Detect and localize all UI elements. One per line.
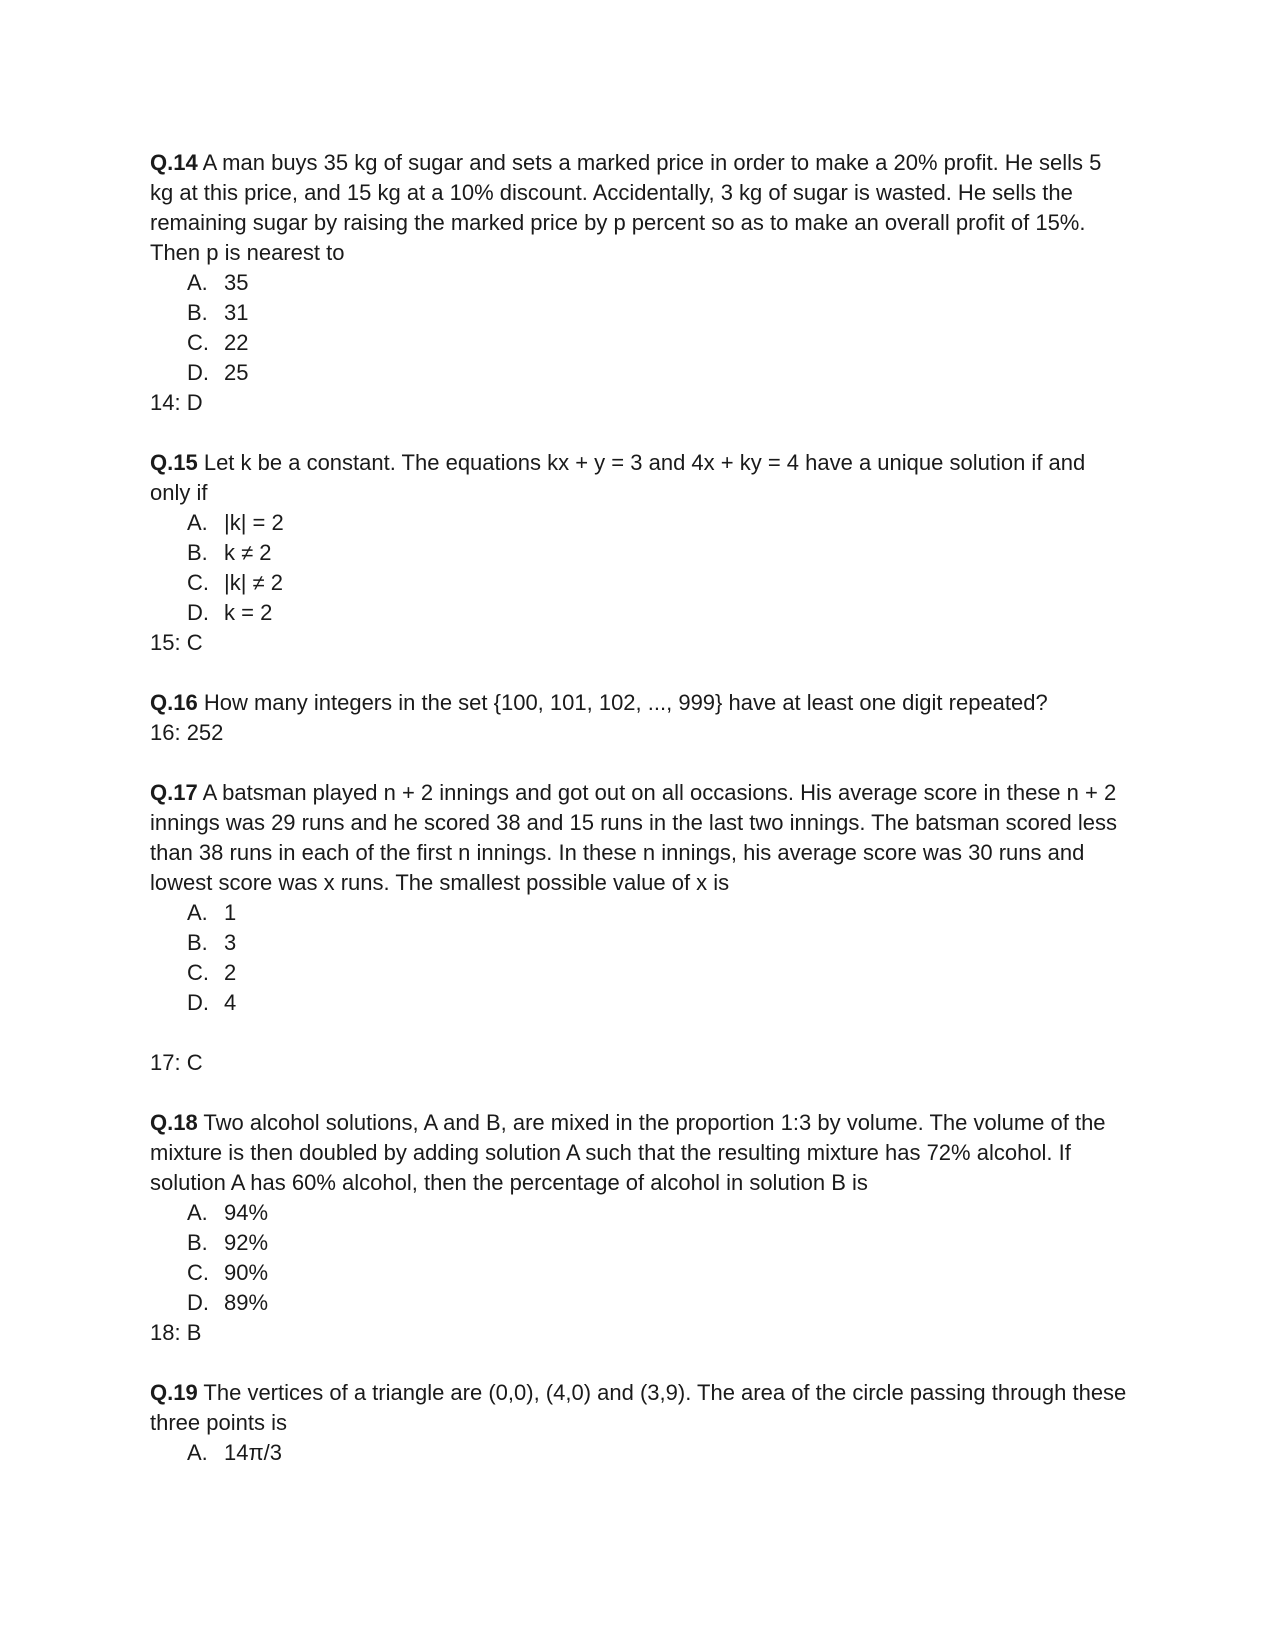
option-value: 14π/3 — [224, 1440, 282, 1465]
option-letter: A. — [187, 1440, 208, 1465]
option-letter: D. — [187, 360, 209, 385]
option-letter: A. — [187, 510, 208, 535]
option-a — [187, 1438, 1130, 1468]
option-b — [187, 1228, 1130, 1258]
question-number: Q.17 — [150, 780, 198, 805]
option-letter: B. — [187, 300, 208, 325]
spacer — [150, 748, 1130, 778]
option-a — [187, 508, 1130, 538]
option-value: 94% — [224, 1200, 269, 1225]
question-body: A man buys 35 kg of sugar and sets a marked price in order to make a 20% profit. He sells 5 kg at this price, and 15 kg at a 10% discount. Accidentally, 3 kg of sugar is wasted. He sells the remaining sugar by raising the marked price by p percent so as to make an overall profit of 15%. Then p is nearest to — [150, 150, 1102, 265]
option-value: 25 — [224, 360, 249, 385]
option-value: 4 — [224, 990, 237, 1015]
option-value: |k| = 2 — [224, 510, 284, 535]
question-body: The vertices of a triangle are (0,0), (4,0) and (3,9). The area of the circle passing through these three points is — [150, 1380, 1127, 1435]
question-number: Q.14 — [150, 150, 198, 175]
option-letter: B. — [187, 930, 208, 955]
option-value: 89% — [224, 1290, 269, 1315]
question-14 — [150, 148, 1130, 418]
option-value: k = 2 — [224, 600, 273, 625]
question-number: Q.18 — [150, 1110, 198, 1135]
option-d — [187, 598, 1130, 628]
option-b — [187, 928, 1130, 958]
question-body: How many integers in the set {100, 101, 102, ..., 999} have at least one digit repeated? — [203, 690, 1048, 715]
option-value: 90% — [224, 1260, 269, 1285]
option-a — [187, 268, 1130, 298]
option-a — [187, 1198, 1130, 1228]
option-letter: C. — [187, 960, 209, 985]
option-value: 31 — [224, 300, 249, 325]
option-letter: B. — [187, 1230, 208, 1255]
option-a — [187, 898, 1130, 928]
option-letter: C. — [187, 570, 209, 595]
option-letter: A. — [187, 900, 208, 925]
option-b — [187, 298, 1130, 328]
spacer — [150, 1348, 1130, 1378]
option-c — [187, 328, 1130, 358]
option-c — [187, 568, 1130, 598]
option-letter: C. — [187, 1260, 209, 1285]
question-text — [150, 448, 1130, 508]
question-16 — [150, 688, 1130, 748]
option-letter: D. — [187, 990, 209, 1015]
spacer — [150, 1018, 1130, 1048]
option-value: k ≠ 2 — [224, 540, 272, 565]
spacer — [150, 1078, 1130, 1108]
answer-key: 18: B — [150, 1320, 202, 1345]
question-text — [150, 1108, 1130, 1198]
options-list — [150, 268, 1130, 388]
option-value: 22 — [224, 330, 249, 355]
question-number: Q.16 — [150, 690, 198, 715]
question-18 — [150, 1108, 1130, 1348]
option-c — [187, 958, 1130, 988]
answer-key: 16: 252 — [150, 720, 224, 745]
question-number: Q.19 — [150, 1380, 198, 1405]
question-body: Let k be a constant. The equations kx + y = 3 and 4x + ky = 4 have a unique solution if and only if — [150, 450, 1086, 505]
option-value: 1 — [224, 900, 237, 925]
option-letter: D. — [187, 600, 209, 625]
option-d — [187, 1288, 1130, 1318]
answer-key: 17: C — [150, 1050, 203, 1075]
option-value: |k| ≠ 2 — [224, 570, 283, 595]
option-d — [187, 358, 1130, 388]
question-19 — [150, 1378, 1130, 1468]
options-list — [150, 1438, 1130, 1468]
question-number: Q.15 — [150, 450, 198, 475]
question-text — [150, 778, 1130, 898]
options-list — [150, 898, 1130, 1018]
option-value: 92% — [224, 1230, 269, 1255]
question-body: A batsman played n + 2 innings and got out on all occasions. His average score in these n + 2 innings was 29 runs and he scored 38 and 15 runs in the last two innings. The batsman scored less than 38 runs in each of the first n innings. In these n innings, his average score was 30 runs and lowest score was x runs. The smallest possible value of x is — [150, 780, 1117, 895]
options-list — [150, 508, 1130, 628]
option-letter: A. — [187, 1200, 208, 1225]
option-value: 35 — [224, 270, 249, 295]
answer-key: 14: D — [150, 390, 203, 415]
document-page — [150, 148, 1130, 1468]
option-d — [187, 988, 1130, 1018]
option-value: 3 — [224, 930, 237, 955]
question-15 — [150, 448, 1130, 658]
option-letter: B. — [187, 540, 208, 565]
answer-key: 15: C — [150, 630, 203, 655]
option-c — [187, 1258, 1130, 1288]
question-text — [150, 148, 1130, 268]
question-text — [150, 1378, 1130, 1438]
question-text — [150, 688, 1130, 718]
options-list — [150, 1198, 1130, 1318]
option-letter: C. — [187, 330, 209, 355]
spacer — [150, 658, 1130, 688]
option-b — [187, 538, 1130, 568]
question-body: Two alcohol solutions, A and B, are mixed in the proportion 1:3 by volume. The volume of the mixture is then doubled by adding solution A such that the resulting mixture has 72% alcohol. If solution A has 60% alcohol, then the percentage of alcohol in solution B is — [150, 1110, 1106, 1195]
option-value: 2 — [224, 960, 237, 985]
question-17 — [150, 778, 1130, 1078]
option-letter: D. — [187, 1290, 209, 1315]
spacer — [150, 418, 1130, 448]
option-letter: A. — [187, 270, 208, 295]
